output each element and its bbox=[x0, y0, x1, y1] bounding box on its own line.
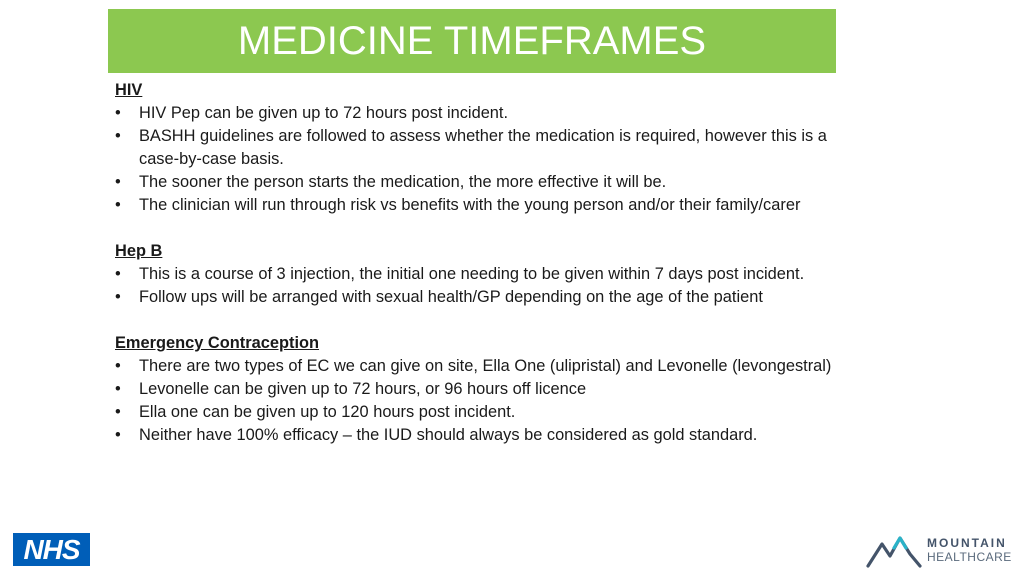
nhs-logo: NHS bbox=[13, 533, 90, 566]
bullet-item: • Levonelle can be given up to 72 hours, or 96 hours off licence bbox=[115, 378, 835, 401]
slide-content bbox=[115, 79, 835, 470]
title-bar bbox=[108, 9, 836, 73]
mountain-healthcare-logo bbox=[866, 532, 1016, 568]
bullet-item: • HIV Pep can be given up to 72 hours post incident. bbox=[115, 102, 835, 125]
logo-line-mountain: MOUNTAIN bbox=[927, 536, 1007, 550]
bullet-item: • There are two types of EC we can give on site, Ella One (ulipristal) and Levonelle (levongestral) bbox=[115, 355, 835, 378]
bullet-item: • This is a course of 3 injection, the initial one needing to be given within 7 days post incident. bbox=[115, 263, 835, 286]
bullet-item: • The clinician will run through risk vs benefits with the young person and/or their family/carer bbox=[115, 194, 835, 217]
bullet-item: • Ella one can be given up to 120 hours post incident. bbox=[115, 401, 835, 424]
section-heading: Emergency Contraception bbox=[115, 334, 320, 352]
logo-line-healthcare: HEALTHCARE bbox=[927, 550, 1012, 564]
section-heading: Hep B bbox=[115, 242, 163, 260]
bullet-list bbox=[115, 102, 835, 217]
bullet-list bbox=[115, 263, 835, 309]
slide-title: MEDICINE TIMEFRAMES bbox=[237, 18, 707, 63]
bullet-item: • Follow ups will be arranged with sexual health/GP depending on the age of the patient bbox=[115, 286, 835, 309]
section-hep-b bbox=[115, 240, 835, 309]
section-emergency-contraception bbox=[115, 332, 835, 447]
bullet-item: • BASHH guidelines are followed to assess whether the medication is required, however this is a case-by-case basis. bbox=[115, 125, 835, 171]
bullet-item: • The sooner the person starts the medication, the more effective it will be. bbox=[115, 171, 835, 194]
bullet-item: • Neither have 100% efficacy – the IUD should always be considered as gold standard. bbox=[115, 424, 835, 447]
mountain-icon bbox=[866, 534, 922, 568]
bullet-list bbox=[115, 355, 835, 447]
section-hiv bbox=[115, 79, 835, 217]
section-heading: HIV bbox=[115, 81, 143, 99]
